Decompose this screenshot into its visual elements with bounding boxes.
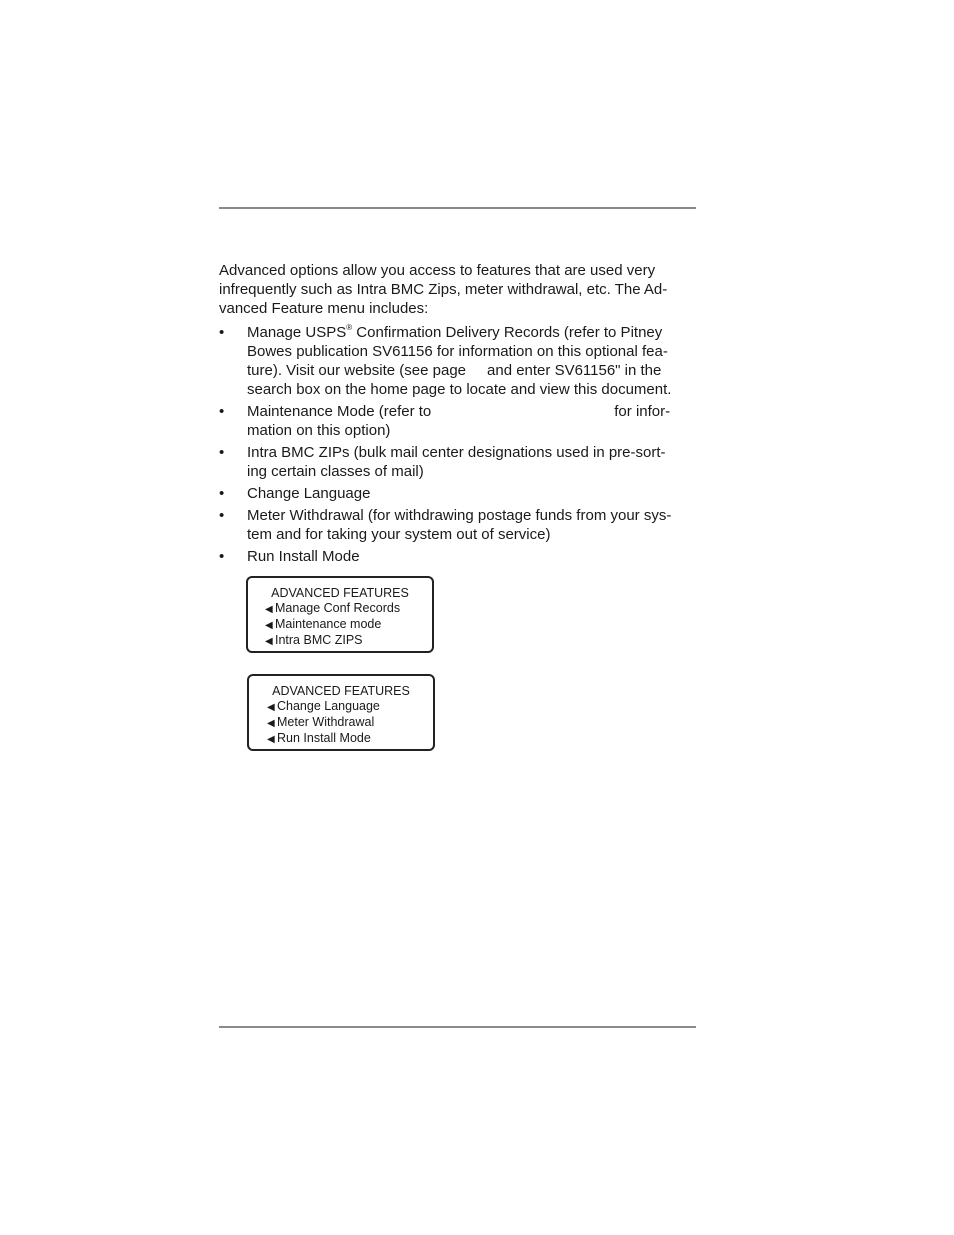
left-arrow-icon: ◀: [267, 702, 275, 713]
bullet: •: [219, 485, 225, 502]
lcd-option-label: Intra BMC ZIPS: [275, 633, 363, 647]
item-text: search box on the home page to locate and view this document.: [247, 381, 672, 398]
item-text: Confirmation Delivery Records (refer to Pitney: [352, 324, 663, 341]
left-arrow-icon: ◀: [267, 718, 275, 729]
left-arrow-icon: ◀: [265, 620, 273, 631]
item-text: mation on this option): [247, 422, 391, 439]
bullet: •: [219, 444, 225, 461]
lcd-option-label: Run Install Mode: [277, 731, 371, 745]
lcd-screen-advanced-features-2: [247, 674, 435, 751]
intro-line: vanced Feature menu includes:: [219, 300, 429, 317]
item-text: tem and for taking your system out of service): [247, 526, 551, 543]
list-item-run-install: [219, 547, 699, 566]
left-arrow-icon: ◀: [267, 734, 275, 745]
lcd-option-label: Manage Conf Records: [275, 601, 401, 615]
list-item-meter-withdrawal: [219, 506, 699, 544]
item-text: for infor-: [614, 403, 671, 420]
bullet: •: [219, 548, 225, 565]
intro-paragraph: [219, 261, 689, 318]
lcd-option-label: Maintenance mode: [275, 617, 382, 631]
item-text: Bowes publication SV61156 for information on this optional fea-: [247, 343, 668, 360]
lcd-title: ADVANCED FEATURES: [271, 586, 409, 600]
lcd-option-label: Meter Withdrawal: [277, 715, 375, 729]
feature-list: [219, 323, 699, 569]
list-item-manage-usps: [219, 323, 699, 399]
item-text: Change Language: [247, 485, 371, 502]
intro-line: infrequently such as Intra BMC Zips, meter withdrawal, etc. The Ad-: [219, 281, 668, 298]
lcd-menu-option: [265, 633, 400, 649]
registered-mark: ®: [346, 323, 353, 332]
left-arrow-icon: ◀: [265, 604, 273, 615]
bullet: •: [219, 507, 225, 524]
item-text: Meter Withdrawal (for withdrawing postage funds from your sys-: [247, 507, 672, 524]
lcd-title: ADVANCED FEATURES: [272, 684, 410, 698]
lcd-menu-option: [267, 699, 380, 715]
item-text: and enter SV61156" in the: [487, 362, 662, 379]
lcd-menu-option: [265, 617, 400, 633]
bullet: •: [219, 324, 225, 341]
lcd-screen-advanced-features-1: [246, 576, 434, 653]
item-text: ture). Visit our website (see page: [247, 362, 467, 379]
list-item-intra-bmc: [219, 443, 699, 481]
item-text: Run Install Mode: [247, 548, 360, 565]
footer-rule: [219, 1026, 696, 1028]
list-item-maintenance-mode: [219, 402, 699, 440]
lcd-menu-option: [265, 601, 400, 617]
list-item-change-language: [219, 484, 699, 503]
lcd-menu-option: [267, 731, 380, 747]
lcd-menu-option: [267, 715, 380, 731]
item-text: ing certain classes of mail): [247, 463, 424, 480]
item-text: Manage USPS: [247, 324, 347, 341]
lcd-option-label: Change Language: [277, 699, 380, 713]
item-text: Intra BMC ZIPs (bulk mail center designations used in pre-sort-: [247, 444, 666, 461]
intro-line: Advanced options allow you access to features that are used very: [219, 262, 656, 279]
header-rule: [219, 207, 696, 209]
left-arrow-icon: ◀: [265, 636, 273, 647]
item-text: Maintenance Mode (refer to: [247, 403, 432, 420]
bullet: •: [219, 403, 225, 420]
